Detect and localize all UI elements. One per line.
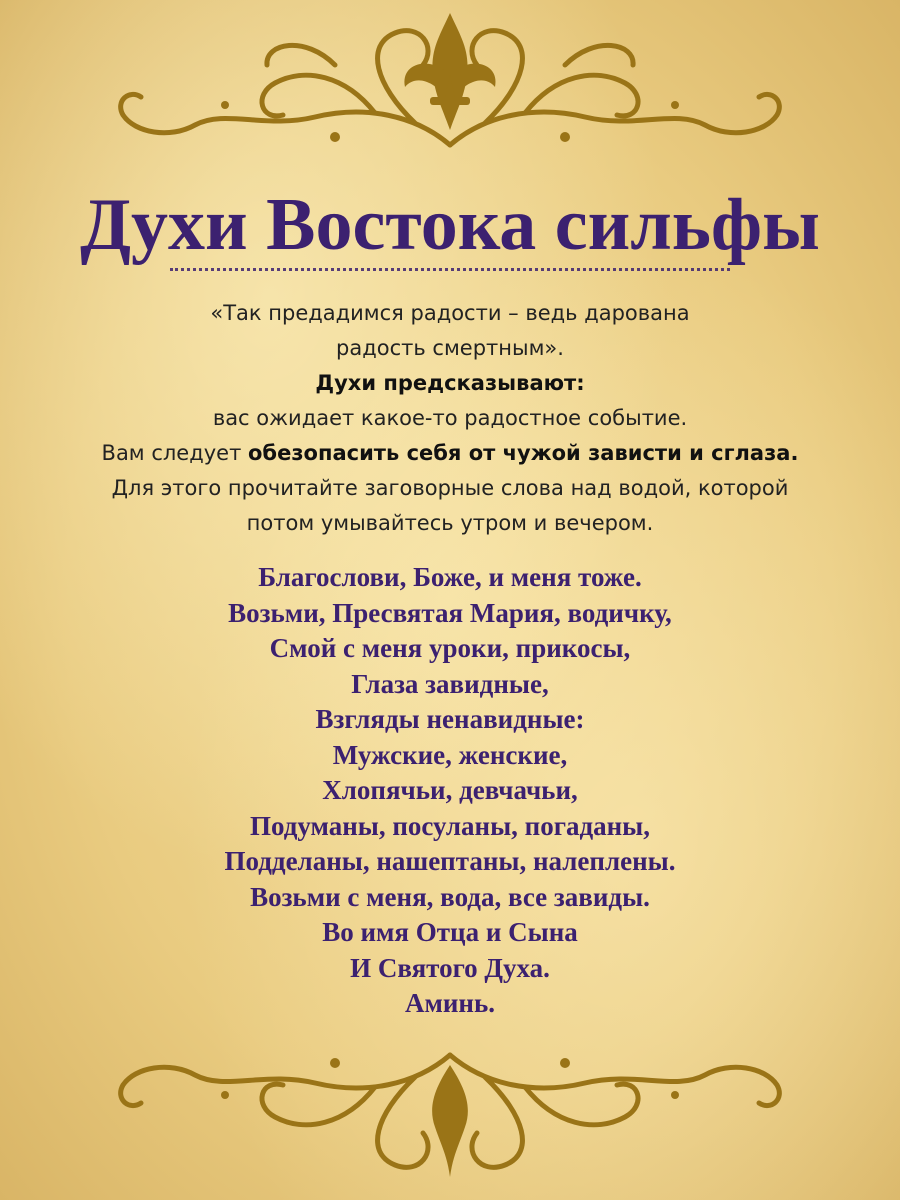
instruction-line: потом умывайтесь утром и вечером. (246, 511, 654, 535)
prayer-line: Мужские, женские, (332, 739, 568, 770)
prayer-text (0, 560, 900, 1022)
prayer-line: Во имя Отца и Сына (322, 917, 578, 947)
bottom-ornament (75, 1035, 825, 1185)
intro-text (0, 296, 900, 541)
advice-line: Вам следует обезопасить себя от чужой зависти и сглаза. (101, 441, 799, 465)
instruction-line: Для этого прочитайте заговорные слова над водой, которой (111, 476, 789, 500)
quote-line: радость смертным». (336, 336, 564, 360)
prayer-line: Хлопячьи, девчачьи, (322, 775, 578, 805)
top-ornament (75, 5, 825, 155)
dotted-divider (170, 268, 730, 271)
prayer-line: Подделаны, нашептаны, налеплены. (224, 846, 676, 876)
prayer-line: Глаза завидные, (351, 668, 549, 699)
prayer-line: И Святого Духа. (350, 952, 550, 983)
prediction-heading: Духи предсказывают: (315, 371, 585, 395)
prayer-line: Возьми, Пресвятая Мария, водичку, (228, 597, 672, 628)
prayer-line: Подуманы, посуланы, погаданы, (249, 810, 651, 841)
event-line: вас ожидает какое-то радостное событие. (212, 406, 688, 430)
prayer-line: Возьми с меня, вода, все завиды. (250, 881, 650, 912)
prayer-line: Взгляды ненавидные: (315, 704, 585, 734)
page-title: Духи Востока сильфы (80, 184, 820, 266)
prayer-line: Благослови, Боже, и меня тоже. (258, 562, 642, 592)
prayer-line: Аминь. (404, 988, 496, 1018)
quote-line: «Так предадимся радости – ведь дарована (210, 301, 690, 325)
prayer-line: Смой с меня уроки, прикосы, (269, 633, 631, 663)
